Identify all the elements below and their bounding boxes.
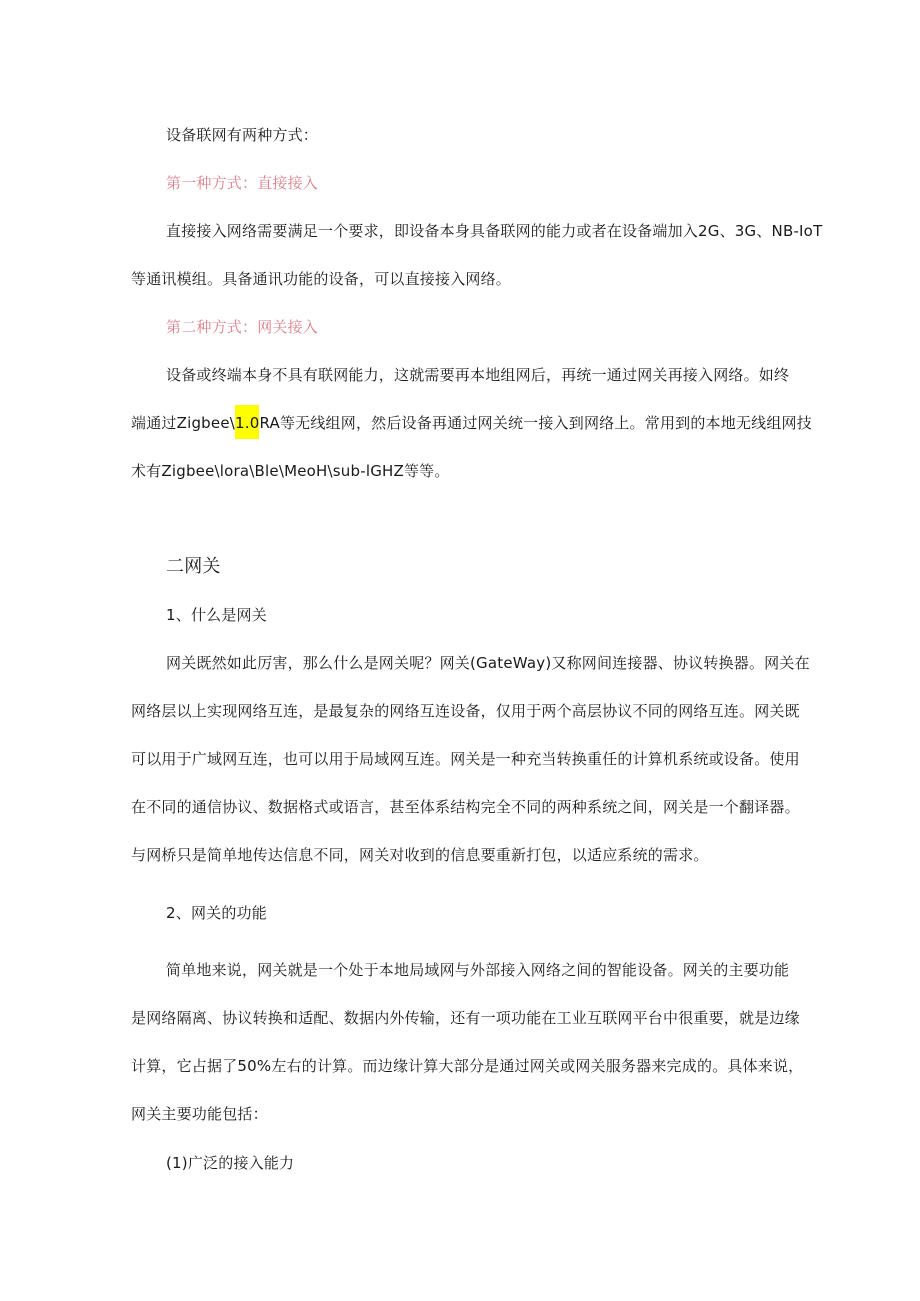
method2-line-2	[131, 413, 812, 433]
method1-line-2: 等通讯模组。具备通讯功能的设备，可以直接接入网络。	[131, 270, 512, 288]
subsection-2-title: 2、网关的功能	[166, 904, 267, 922]
method2-line-2-start: 端通过Zigbee\	[131, 414, 235, 432]
paragraph-line: 可以用于广域网互连，也可以用于局域网互连。网关是一种充当转换重任的计算机系统或设备。使用	[131, 750, 800, 768]
method1-title: 第一种方式：直接接入	[166, 174, 319, 192]
paragraph-line: 与网桥只是简单地传达信息不同，网关对收到的信息要重新打包，以适应系统的需求。	[131, 846, 709, 864]
paragraph-line: 是网络隔离、协议转换和适配、数据内外传输，还有一项功能在工业互联网平台中很重要，就是边缘	[131, 1009, 800, 1027]
paragraph-line: 在不同的通信协议、数据格式或语言，甚至体系结构完全不同的两种系统之间，网关是一个翻译器。	[131, 798, 800, 816]
section-title-gateway: 二网关	[166, 556, 221, 577]
paragraph-line: 计算，它占据了50%左右的计算。而边缘计算大部分是通过网关或网关服务器来完成的。具体来说，	[131, 1057, 804, 1075]
subsection-1-title: 1、什么是网关	[166, 606, 267, 624]
method2-line-2-end: RA等无线组网，然后设备再通过网关统一接入到网络上。常用到的本地无线组网技	[259, 414, 812, 432]
method2-line-3: 术有Zigbee\lora\Ble\MeoH\sub-lGHZ等等。	[131, 462, 450, 480]
paragraph-line: 网关既然如此厉害，那么什么是网关呢？网关(GateWay)又称网间连接器、协议转换器。网关在	[166, 654, 810, 672]
method1-line-1: 直接接入网络需要满足一个要求，即设备本身具备联网的能力或者在设备端加入2G、3G、NB-IoT	[166, 222, 823, 240]
list-item-1: (1)广泛的接入能力	[166, 1154, 295, 1172]
method2-title: 第二种方式：网关接入	[166, 318, 319, 336]
paragraph-line: 网络层以上实现网络互连，是最复杂的网络互连设备，仅用于两个高层协议不同的网络互连。网关既	[131, 702, 800, 720]
intro-text: 设备联网有两种方式：	[166, 126, 319, 144]
paragraph-line: 网关主要功能包括：	[131, 1105, 268, 1123]
paragraph-line: 简单地来说，网关就是一个处于本地局域网与外部接入网络之间的智能设备。网关的主要功能	[166, 961, 790, 979]
method2-line-1: 设备或终端本身不具有联网能力，这就需要再本地组网后，再统一通过网关再接入网络。如终	[166, 366, 790, 384]
highlighted-text: 1.0	[235, 405, 259, 439]
